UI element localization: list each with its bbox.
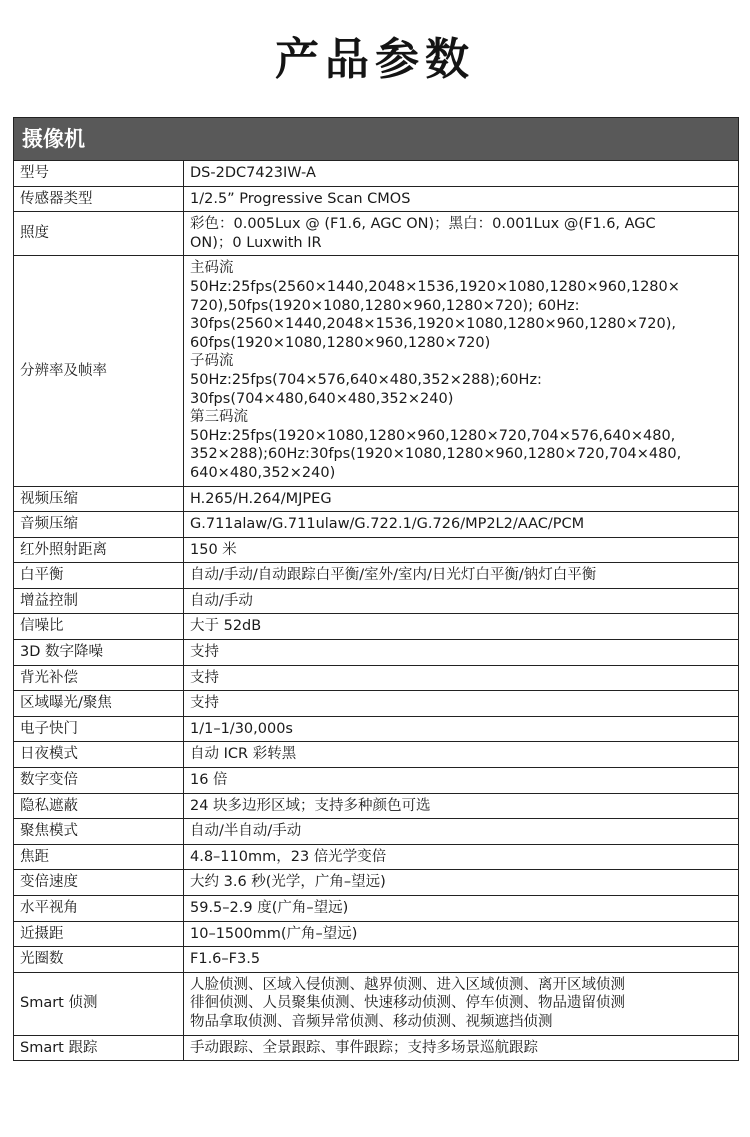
- spec-value: [184, 972, 739, 1035]
- spec-label: 背光补偿: [14, 665, 184, 691]
- spec-value: [184, 716, 739, 742]
- spec-row: [14, 537, 739, 563]
- section-title: 摄像机: [14, 118, 739, 161]
- spec-value: [184, 665, 739, 691]
- spec-row: [14, 819, 739, 845]
- spec-value-line: 60fps(1920×1080,1280×960,1280×720): [190, 334, 491, 351]
- spec-value: [184, 640, 739, 666]
- spec-label: 照度: [14, 212, 184, 256]
- spec-value-line: H.265/H.264/MJPEG: [190, 490, 332, 507]
- spec-value: [184, 614, 739, 640]
- spec-value: [184, 691, 739, 717]
- spec-value-line: 30fps(2560×1440,2048×1536,1920×1080,1280×960,1280×720),: [190, 316, 676, 333]
- spec-value-line: 1/2.5” Progressive Scan CMOS: [190, 190, 411, 207]
- spec-value-line: 支持: [190, 644, 219, 661]
- spec-value-line: 支持: [190, 669, 219, 686]
- spec-value: [184, 844, 739, 870]
- spec-value-line: 10–1500mm(广角–望远): [190, 925, 358, 942]
- spec-value: [184, 1035, 739, 1061]
- spec-value: [184, 512, 739, 538]
- spec-value-line: 手动跟踪、全景跟踪、事件跟踪；支持多场景巡航跟踪: [190, 1039, 538, 1056]
- spec-value: [184, 588, 739, 614]
- spec-label: Smart 侦测: [14, 972, 184, 1035]
- spec-row: [14, 1035, 739, 1061]
- spec-label: 日夜模式: [14, 742, 184, 768]
- spec-value-line: 自动/手动/自动跟踪白平衡/室外/室内/日光灯白平衡/钠灯白平衡: [190, 567, 597, 584]
- spec-value: [184, 537, 739, 563]
- spec-label: 音频压缩: [14, 512, 184, 538]
- spec-value: [184, 870, 739, 896]
- spec-table: [13, 117, 739, 1061]
- spec-row: [14, 665, 739, 691]
- spec-label: 视频压缩: [14, 486, 184, 512]
- spec-value-line: 自动/手动: [190, 592, 253, 609]
- spec-value-line: ON)；0 Luxwith IR: [190, 234, 322, 251]
- spec-value: [184, 819, 739, 845]
- spec-label: 3D 数字降噪: [14, 640, 184, 666]
- spec-value: [184, 921, 739, 947]
- spec-row: [14, 486, 739, 512]
- spec-value: [184, 256, 739, 486]
- spec-value-line: 彩色：0.005Lux @ (F1.6, AGC ON)；黑白：0.001Lux @(F1.6, AGC: [190, 216, 656, 233]
- spec-value: [184, 947, 739, 973]
- spec-row: [14, 588, 739, 614]
- spec-row: [14, 921, 739, 947]
- spec-label: 白平衡: [14, 563, 184, 589]
- spec-label: Smart 跟踪: [14, 1035, 184, 1061]
- spec-label: 光圈数: [14, 947, 184, 973]
- spec-label: 电子快门: [14, 716, 184, 742]
- spec-value-line: 大约 3.6 秒(光学，广角–望远): [190, 874, 386, 891]
- spec-value-line: 自动/半自动/手动: [190, 823, 302, 840]
- spec-row: [14, 640, 739, 666]
- spec-value-line: 徘徊侦测、人员聚集侦测、快速移动侦测、停车侦测、物品遗留侦测: [190, 995, 625, 1012]
- spec-value-line: G.711alaw/G.711ulaw/G.722.1/G.726/MP2L2/AAC/PCM: [190, 516, 585, 533]
- spec-value-line: 24 块多边形区域；支持多种颜色可选: [190, 797, 431, 814]
- spec-label: 红外照射距离: [14, 537, 184, 563]
- spec-value-line: 640×480,352×240): [190, 464, 336, 481]
- spec-value-line: 16 倍: [190, 772, 228, 789]
- spec-value-line: F1.6–F3.5: [190, 951, 261, 968]
- spec-row: [14, 512, 739, 538]
- spec-value-line: 子码流: [190, 353, 234, 370]
- spec-value: [184, 486, 739, 512]
- spec-row: [14, 256, 739, 486]
- spec-row: [14, 161, 739, 187]
- spec-value-line: 50Hz:25fps(2560×1440,2048×1536,1920×1080,1280×960,1280×: [190, 278, 680, 295]
- spec-row: [14, 563, 739, 589]
- spec-row: [14, 793, 739, 819]
- spec-value-line: 30fps(704×480,640×480,352×240): [190, 390, 454, 407]
- spec-row: [14, 212, 739, 256]
- spec-value-line: 主码流: [190, 260, 234, 277]
- spec-value-line: 支持: [190, 695, 219, 712]
- spec-value: [184, 212, 739, 256]
- spec-table-body: [14, 161, 739, 1061]
- spec-value-line: 150 米: [190, 541, 237, 558]
- page-title: 产品参数: [275, 34, 475, 85]
- spec-row: [14, 716, 739, 742]
- spec-value-line: 59.5–2.9 度(广角–望远): [190, 900, 349, 916]
- spec-label: 变倍速度: [14, 870, 184, 896]
- spec-label: 传感器类型: [14, 186, 184, 212]
- spec-label: 信噪比: [14, 614, 184, 640]
- spec-value: [184, 563, 739, 589]
- spec-value: [184, 793, 739, 819]
- spec-value: [184, 742, 739, 768]
- spec-value: [184, 186, 739, 212]
- spec-label: 分辨率及帧率: [14, 256, 184, 486]
- spec-value-line: 大于 52dB: [190, 618, 262, 635]
- spec-label: 焦距: [14, 844, 184, 870]
- spec-row: [14, 844, 739, 870]
- spec-row: [14, 691, 739, 717]
- spec-value: [184, 161, 739, 187]
- spec-value-line: 物品拿取侦测、音频异常侦测、移动侦测、视频遮挡侦测: [190, 1013, 553, 1030]
- spec-row: [14, 947, 739, 973]
- spec-row: [14, 742, 739, 768]
- spec-row: [14, 768, 739, 794]
- spec-row: [14, 614, 739, 640]
- spec-row: [14, 896, 739, 922]
- spec-row: [14, 972, 739, 1035]
- spec-value-line: 自动 ICR 彩转黑: [190, 746, 297, 763]
- spec-row: [14, 870, 739, 896]
- spec-value-line: 人脸侦测、区域入侵侦测、越界侦测、进入区域侦测、离开区域侦测: [190, 976, 625, 993]
- spec-value: [184, 768, 739, 794]
- spec-label: 聚焦模式: [14, 819, 184, 845]
- spec-value-line: 4.8–110mm，23 倍光学变倍: [190, 848, 387, 865]
- spec-value: [184, 896, 739, 922]
- spec-label: 区域曝光/聚焦: [14, 691, 184, 717]
- spec-label: 隐私遮蔽: [14, 793, 184, 819]
- spec-label: 近摄距: [14, 921, 184, 947]
- spec-label: 水平视角: [14, 896, 184, 922]
- spec-value-line: 352×288);60Hz:30fps(1920×1080,1280×960,1280×720,704×480,: [190, 446, 682, 463]
- spec-value-line: 50Hz:25fps(704×576,640×480,352×288);60Hz:: [190, 371, 542, 388]
- spec-value-line: 720),50fps(1920×1080,1280×960,1280×720); 60Hz:: [190, 297, 580, 314]
- spec-value-line: 50Hz:25fps(1920×1080,1280×960,1280×720,704×576,640×480,: [190, 427, 676, 444]
- spec-value-line: 1/1–1/30,000s: [190, 720, 293, 737]
- spec-value-line: 第三码流: [190, 409, 248, 426]
- spec-label: 数字变倍: [14, 768, 184, 794]
- spec-value-line: DS-2DC7423IW-A: [190, 165, 316, 181]
- section-header-row: [14, 118, 739, 161]
- spec-label: 增益控制: [14, 588, 184, 614]
- spec-row: [14, 186, 739, 212]
- spec-label: 型号: [14, 161, 184, 187]
